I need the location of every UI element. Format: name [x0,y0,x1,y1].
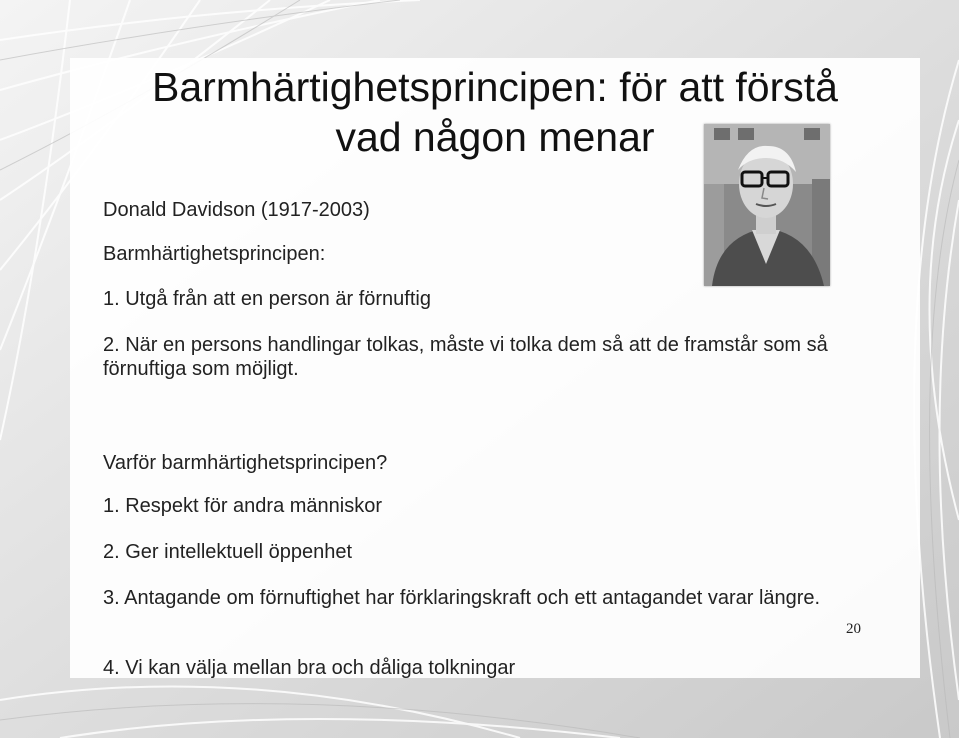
principle-item-1: 1. Utgå från att en person är förnuftig [103,288,431,310]
principle-item-2: 2. När en persons handlingar tolkas, måste vi tolka dem så att de framstår som så förnuftiga som möjligt. [103,334,828,380]
author-line: Donald Davidson (1917-2003) [103,199,370,221]
reason-item-3: 3. Antagande om förnuftighet har förklaringskraft och ett antagandet varar längre. [103,587,821,609]
page-number: 20 [846,621,861,637]
slide-title [70,62,920,162]
title-line-1: Barmhärtighetsprincipen: för att förstå [152,64,838,110]
title-line-2: vad någon menar [335,114,655,160]
principle-heading: Barmhärtighetsprincipen: [103,243,326,265]
reason-item-2: 2. Ger intellektuell öppenhet [103,541,353,563]
reason-item-1: 1. Respekt för andra människor [103,495,383,517]
reason-item-4: 4. Vi kan välja mellan bra och dåliga tolkningar [103,657,516,679]
why-heading: Varför barmhärtighetsprincipen? [103,452,388,474]
